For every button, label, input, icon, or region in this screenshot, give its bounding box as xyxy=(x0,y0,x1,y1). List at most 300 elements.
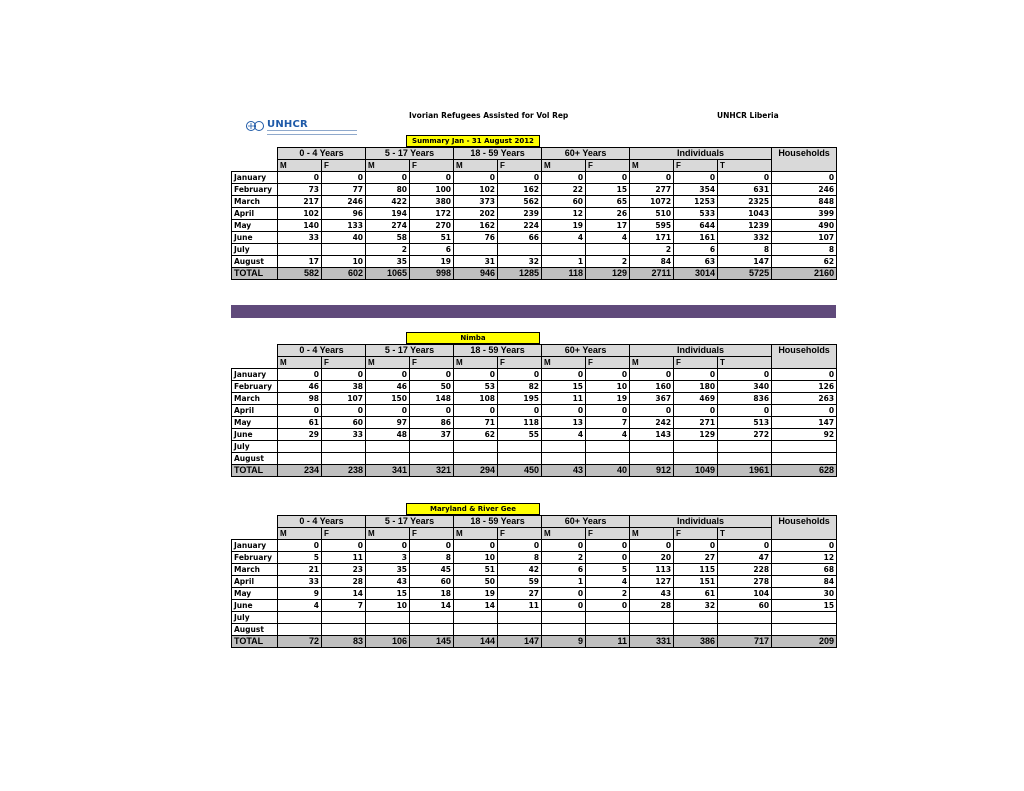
value-cell: 0 xyxy=(410,540,454,552)
value-cell xyxy=(498,624,542,636)
total-row xyxy=(232,268,837,280)
value-cell: 62 xyxy=(772,256,837,268)
value-cell: 0 xyxy=(498,172,542,184)
value-cell: 0 xyxy=(278,405,322,417)
sex-subheader: M xyxy=(278,160,322,172)
organization-label: UNHCR Liberia xyxy=(717,111,779,120)
value-cell: 19 xyxy=(410,256,454,268)
value-cell: 15 xyxy=(366,588,410,600)
total-value-cell: 106 xyxy=(366,636,410,648)
value-cell: 27 xyxy=(674,552,718,564)
table-row xyxy=(232,441,837,453)
month-label: June xyxy=(232,232,278,244)
section-divider xyxy=(231,305,836,318)
value-cell xyxy=(772,453,837,465)
value-cell: 270 xyxy=(410,220,454,232)
value-cell: 3 xyxy=(366,552,410,564)
value-cell: 848 xyxy=(772,196,837,208)
value-cell: 0 xyxy=(586,369,630,381)
value-cell: 18 xyxy=(410,588,454,600)
value-cell: 9 xyxy=(278,588,322,600)
total-value-cell: 5725 xyxy=(718,268,772,280)
value-cell xyxy=(278,453,322,465)
total-value-cell: 43 xyxy=(542,465,586,477)
table-row xyxy=(232,256,837,268)
value-cell: 0 xyxy=(674,405,718,417)
value-cell: 55 xyxy=(498,429,542,441)
value-cell: 19 xyxy=(586,393,630,405)
value-cell xyxy=(772,624,837,636)
total-value-cell: 321 xyxy=(410,465,454,477)
total-value-cell: 998 xyxy=(410,268,454,280)
total-value-cell: 912 xyxy=(630,465,674,477)
value-cell xyxy=(542,453,586,465)
value-cell: 10 xyxy=(454,552,498,564)
total-label: TOTAL xyxy=(232,268,278,280)
value-cell xyxy=(718,624,772,636)
value-cell: 246 xyxy=(772,184,837,196)
age-group-header: 18 - 59 Years xyxy=(454,345,542,357)
value-cell: 7 xyxy=(322,600,366,612)
table-row xyxy=(232,232,837,244)
sex-subheader: M xyxy=(630,160,674,172)
table-row xyxy=(232,600,837,612)
month-label: May xyxy=(232,417,278,429)
value-cell: 84 xyxy=(630,256,674,268)
value-cell: 0 xyxy=(630,369,674,381)
value-cell: 0 xyxy=(542,405,586,417)
total-value-cell: 2711 xyxy=(630,268,674,280)
value-cell: 0 xyxy=(410,369,454,381)
value-cell: 97 xyxy=(366,417,410,429)
month-label: July xyxy=(232,441,278,453)
value-cell: 33 xyxy=(322,429,366,441)
month-label: May xyxy=(232,588,278,600)
value-cell: 32 xyxy=(498,256,542,268)
value-cell: 0 xyxy=(366,540,410,552)
sex-subheader: F xyxy=(410,160,454,172)
value-cell: 127 xyxy=(630,576,674,588)
age-group-header: 0 - 4 Years xyxy=(278,148,366,160)
month-label: February xyxy=(232,381,278,393)
value-cell xyxy=(630,441,674,453)
age-group-header: 60+ Years xyxy=(542,516,630,528)
value-cell: 0 xyxy=(366,405,410,417)
sex-subheader: M xyxy=(630,528,674,540)
value-cell xyxy=(630,612,674,624)
sex-subheader: F xyxy=(586,160,630,172)
value-cell: 10 xyxy=(586,381,630,393)
value-cell: 239 xyxy=(498,208,542,220)
value-cell xyxy=(410,612,454,624)
table-row xyxy=(232,208,837,220)
table-row xyxy=(232,220,837,232)
sex-subheader: F xyxy=(498,160,542,172)
value-cell: 4 xyxy=(586,429,630,441)
table-row xyxy=(232,564,837,576)
value-cell: 172 xyxy=(410,208,454,220)
value-cell: 102 xyxy=(278,208,322,220)
value-cell: 15 xyxy=(586,184,630,196)
sex-subheader: F xyxy=(410,528,454,540)
value-cell: 4 xyxy=(542,232,586,244)
sex-subheader: F xyxy=(674,528,718,540)
value-cell: 7 xyxy=(586,417,630,429)
table-row xyxy=(232,196,837,208)
value-cell: 0 xyxy=(454,540,498,552)
value-cell xyxy=(278,612,322,624)
value-cell: 272 xyxy=(718,429,772,441)
value-cell: 422 xyxy=(366,196,410,208)
value-cell: 242 xyxy=(630,417,674,429)
value-cell: 1 xyxy=(542,576,586,588)
value-cell: 278 xyxy=(718,576,772,588)
value-cell: 80 xyxy=(366,184,410,196)
value-cell: 5 xyxy=(278,552,322,564)
value-cell: 1 xyxy=(542,256,586,268)
value-cell: 108 xyxy=(454,393,498,405)
value-cell xyxy=(322,244,366,256)
month-label: July xyxy=(232,612,278,624)
sex-subheader: F xyxy=(410,357,454,369)
table-row xyxy=(232,588,837,600)
value-cell: 0 xyxy=(542,588,586,600)
value-cell: 0 xyxy=(454,172,498,184)
value-cell: 148 xyxy=(410,393,454,405)
table-row xyxy=(232,624,837,636)
corner-cell xyxy=(232,148,278,160)
value-cell xyxy=(674,453,718,465)
value-cell: 73 xyxy=(278,184,322,196)
value-cell: 0 xyxy=(772,540,837,552)
sex-subheader: F xyxy=(674,357,718,369)
value-cell: 53 xyxy=(454,381,498,393)
value-cell: 2325 xyxy=(718,196,772,208)
value-cell xyxy=(454,441,498,453)
value-cell: 42 xyxy=(498,564,542,576)
total-value-cell: 11 xyxy=(586,636,630,648)
table-caption-maryland: Maryland & River Gee xyxy=(406,503,540,515)
total-value-cell: 147 xyxy=(498,636,542,648)
value-cell: 27 xyxy=(498,588,542,600)
sex-subheader: T xyxy=(718,357,772,369)
value-cell: 161 xyxy=(674,232,718,244)
value-cell: 61 xyxy=(674,588,718,600)
month-label: August xyxy=(232,624,278,636)
value-cell: 0 xyxy=(630,172,674,184)
table-caption-summary: Summary Jan - 31 August 2012 xyxy=(406,135,540,147)
nimba-table xyxy=(231,344,837,477)
total-value-cell: 83 xyxy=(322,636,366,648)
value-cell: 33 xyxy=(278,576,322,588)
age-group-header: 5 - 17 Years xyxy=(366,345,454,357)
value-cell xyxy=(366,612,410,624)
value-cell: 533 xyxy=(674,208,718,220)
month-label: February xyxy=(232,552,278,564)
value-cell: 0 xyxy=(322,172,366,184)
value-cell: 0 xyxy=(278,540,322,552)
households-header: Households xyxy=(772,345,837,369)
value-cell xyxy=(278,244,322,256)
value-cell: 104 xyxy=(718,588,772,600)
value-cell xyxy=(772,441,837,453)
value-cell xyxy=(542,244,586,256)
value-cell: 38 xyxy=(322,381,366,393)
value-cell: 160 xyxy=(630,381,674,393)
corner-cell xyxy=(232,357,278,369)
value-cell: 15 xyxy=(772,600,837,612)
value-cell: 61 xyxy=(278,417,322,429)
value-cell: 33 xyxy=(278,232,322,244)
value-cell: 14 xyxy=(410,600,454,612)
sex-subheader: M xyxy=(542,160,586,172)
value-cell: 2 xyxy=(542,552,586,564)
table-row xyxy=(232,244,837,256)
value-cell xyxy=(366,453,410,465)
summary-table xyxy=(231,147,837,280)
sex-subheader: M xyxy=(454,357,498,369)
total-value-cell: 3014 xyxy=(674,268,718,280)
value-cell: 0 xyxy=(718,540,772,552)
value-cell xyxy=(718,612,772,624)
value-cell: 107 xyxy=(322,393,366,405)
value-cell xyxy=(498,612,542,624)
value-cell: 0 xyxy=(454,405,498,417)
value-cell: 100 xyxy=(410,184,454,196)
value-cell: 6 xyxy=(542,564,586,576)
month-label: May xyxy=(232,220,278,232)
value-cell xyxy=(322,612,366,624)
value-cell: 50 xyxy=(410,381,454,393)
value-cell: 263 xyxy=(772,393,837,405)
total-row xyxy=(232,636,837,648)
value-cell: 0 xyxy=(366,172,410,184)
value-cell: 0 xyxy=(542,600,586,612)
sub-header-row xyxy=(232,357,837,369)
sub-header-row xyxy=(232,160,837,172)
value-cell xyxy=(542,441,586,453)
value-cell: 5 xyxy=(586,564,630,576)
value-cell: 631 xyxy=(718,184,772,196)
value-cell: 354 xyxy=(674,184,718,196)
value-cell: 195 xyxy=(498,393,542,405)
value-cell: 0 xyxy=(542,172,586,184)
value-cell: 0 xyxy=(542,369,586,381)
value-cell: 513 xyxy=(718,417,772,429)
value-cell: 43 xyxy=(366,576,410,588)
value-cell xyxy=(278,441,322,453)
value-cell: 11 xyxy=(498,600,542,612)
value-cell: 8 xyxy=(498,552,542,564)
month-label: August xyxy=(232,256,278,268)
logo-wordmark: UNHCR xyxy=(267,119,308,130)
month-label: January xyxy=(232,540,278,552)
value-cell: 32 xyxy=(674,600,718,612)
value-cell xyxy=(674,441,718,453)
value-cell: 469 xyxy=(674,393,718,405)
value-cell xyxy=(454,612,498,624)
value-cell: 340 xyxy=(718,381,772,393)
month-label: March xyxy=(232,196,278,208)
report-title: Ivorian Refugees Assisted for Vol Rep xyxy=(409,111,569,120)
total-value-cell: 582 xyxy=(278,268,322,280)
value-cell: 1239 xyxy=(718,220,772,232)
households-header: Households xyxy=(772,516,837,540)
value-cell: 4 xyxy=(278,600,322,612)
table-row xyxy=(232,381,837,393)
value-cell: 180 xyxy=(674,381,718,393)
sex-subheader: F xyxy=(322,160,366,172)
value-cell xyxy=(454,453,498,465)
value-cell: 71 xyxy=(454,417,498,429)
sex-subheader: M xyxy=(454,528,498,540)
total-value-cell: 1049 xyxy=(674,465,718,477)
table-row xyxy=(232,576,837,588)
table-row xyxy=(232,369,837,381)
value-cell: 151 xyxy=(674,576,718,588)
value-cell xyxy=(718,453,772,465)
value-cell xyxy=(498,453,542,465)
sex-subheader: M xyxy=(630,357,674,369)
sex-subheader: F xyxy=(322,357,366,369)
value-cell: 6 xyxy=(674,244,718,256)
value-cell: 0 xyxy=(674,369,718,381)
value-cell: 2 xyxy=(586,588,630,600)
sex-subheader: F xyxy=(322,528,366,540)
sex-subheader: M xyxy=(454,160,498,172)
value-cell: 595 xyxy=(630,220,674,232)
value-cell: 58 xyxy=(366,232,410,244)
total-value-cell: 1285 xyxy=(498,268,542,280)
value-cell xyxy=(366,624,410,636)
value-cell xyxy=(410,453,454,465)
total-value-cell: 2160 xyxy=(772,268,837,280)
value-cell: 35 xyxy=(366,256,410,268)
value-cell: 113 xyxy=(630,564,674,576)
value-cell: 0 xyxy=(586,552,630,564)
total-value-cell: 9 xyxy=(542,636,586,648)
value-cell: 0 xyxy=(498,405,542,417)
value-cell: 10 xyxy=(366,600,410,612)
value-cell: 143 xyxy=(630,429,674,441)
value-cell: 14 xyxy=(322,588,366,600)
value-cell: 224 xyxy=(498,220,542,232)
group-header-row xyxy=(232,148,837,160)
value-cell: 0 xyxy=(718,172,772,184)
sex-subheader: F xyxy=(586,357,630,369)
value-cell: 836 xyxy=(718,393,772,405)
table-row xyxy=(232,429,837,441)
value-cell: 19 xyxy=(454,588,498,600)
value-cell: 0 xyxy=(586,405,630,417)
total-value-cell: 234 xyxy=(278,465,322,477)
value-cell: 0 xyxy=(586,600,630,612)
total-value-cell: 129 xyxy=(586,268,630,280)
value-cell: 40 xyxy=(322,232,366,244)
value-cell: 140 xyxy=(278,220,322,232)
value-cell xyxy=(718,441,772,453)
value-cell: 60 xyxy=(322,417,366,429)
age-group-header: 0 - 4 Years xyxy=(278,345,366,357)
value-cell: 30 xyxy=(772,588,837,600)
month-label: January xyxy=(232,172,278,184)
value-cell xyxy=(586,612,630,624)
value-cell: 84 xyxy=(772,576,837,588)
value-cell: 150 xyxy=(366,393,410,405)
value-cell: 0 xyxy=(322,405,366,417)
corner-cell xyxy=(232,160,278,172)
age-group-header: 5 - 17 Years xyxy=(366,148,454,160)
value-cell xyxy=(454,624,498,636)
value-cell: 0 xyxy=(366,369,410,381)
value-cell: 13 xyxy=(542,417,586,429)
value-cell: 126 xyxy=(772,381,837,393)
value-cell: 0 xyxy=(630,540,674,552)
value-cell: 45 xyxy=(410,564,454,576)
table-row xyxy=(232,417,837,429)
value-cell: 76 xyxy=(454,232,498,244)
value-cell: 60 xyxy=(542,196,586,208)
total-label: TOTAL xyxy=(232,636,278,648)
value-cell xyxy=(674,624,718,636)
group-header-row xyxy=(232,345,837,357)
value-cell: 6 xyxy=(410,244,454,256)
value-cell: 98 xyxy=(278,393,322,405)
value-cell: 26 xyxy=(586,208,630,220)
table-row xyxy=(232,393,837,405)
value-cell: 0 xyxy=(674,540,718,552)
value-cell xyxy=(586,453,630,465)
value-cell: 0 xyxy=(410,405,454,417)
value-cell: 147 xyxy=(772,417,837,429)
month-label: January xyxy=(232,369,278,381)
month-label: April xyxy=(232,208,278,220)
value-cell xyxy=(586,441,630,453)
value-cell xyxy=(586,244,630,256)
value-cell xyxy=(674,612,718,624)
table-row xyxy=(232,540,837,552)
table-row xyxy=(232,612,837,624)
value-cell: 332 xyxy=(718,232,772,244)
value-cell: 43 xyxy=(630,588,674,600)
table-row xyxy=(232,184,837,196)
value-cell: 82 xyxy=(498,381,542,393)
total-value-cell: 450 xyxy=(498,465,542,477)
corner-cell xyxy=(232,345,278,357)
value-cell: 162 xyxy=(454,220,498,232)
value-cell: 50 xyxy=(454,576,498,588)
value-cell: 0 xyxy=(586,172,630,184)
value-cell: 15 xyxy=(542,381,586,393)
value-cell: 86 xyxy=(410,417,454,429)
individuals-header: Individuals xyxy=(630,148,772,160)
value-cell: 20 xyxy=(630,552,674,564)
value-cell: 60 xyxy=(410,576,454,588)
month-label: April xyxy=(232,405,278,417)
value-cell: 107 xyxy=(772,232,837,244)
value-cell: 19 xyxy=(542,220,586,232)
value-cell: 2 xyxy=(366,244,410,256)
total-value-cell: 144 xyxy=(454,636,498,648)
value-cell: 0 xyxy=(772,369,837,381)
value-cell: 60 xyxy=(718,600,772,612)
value-cell: 0 xyxy=(718,369,772,381)
value-cell: 0 xyxy=(542,540,586,552)
sex-subheader: F xyxy=(674,160,718,172)
value-cell: 59 xyxy=(498,576,542,588)
value-cell: 644 xyxy=(674,220,718,232)
value-cell: 2 xyxy=(630,244,674,256)
